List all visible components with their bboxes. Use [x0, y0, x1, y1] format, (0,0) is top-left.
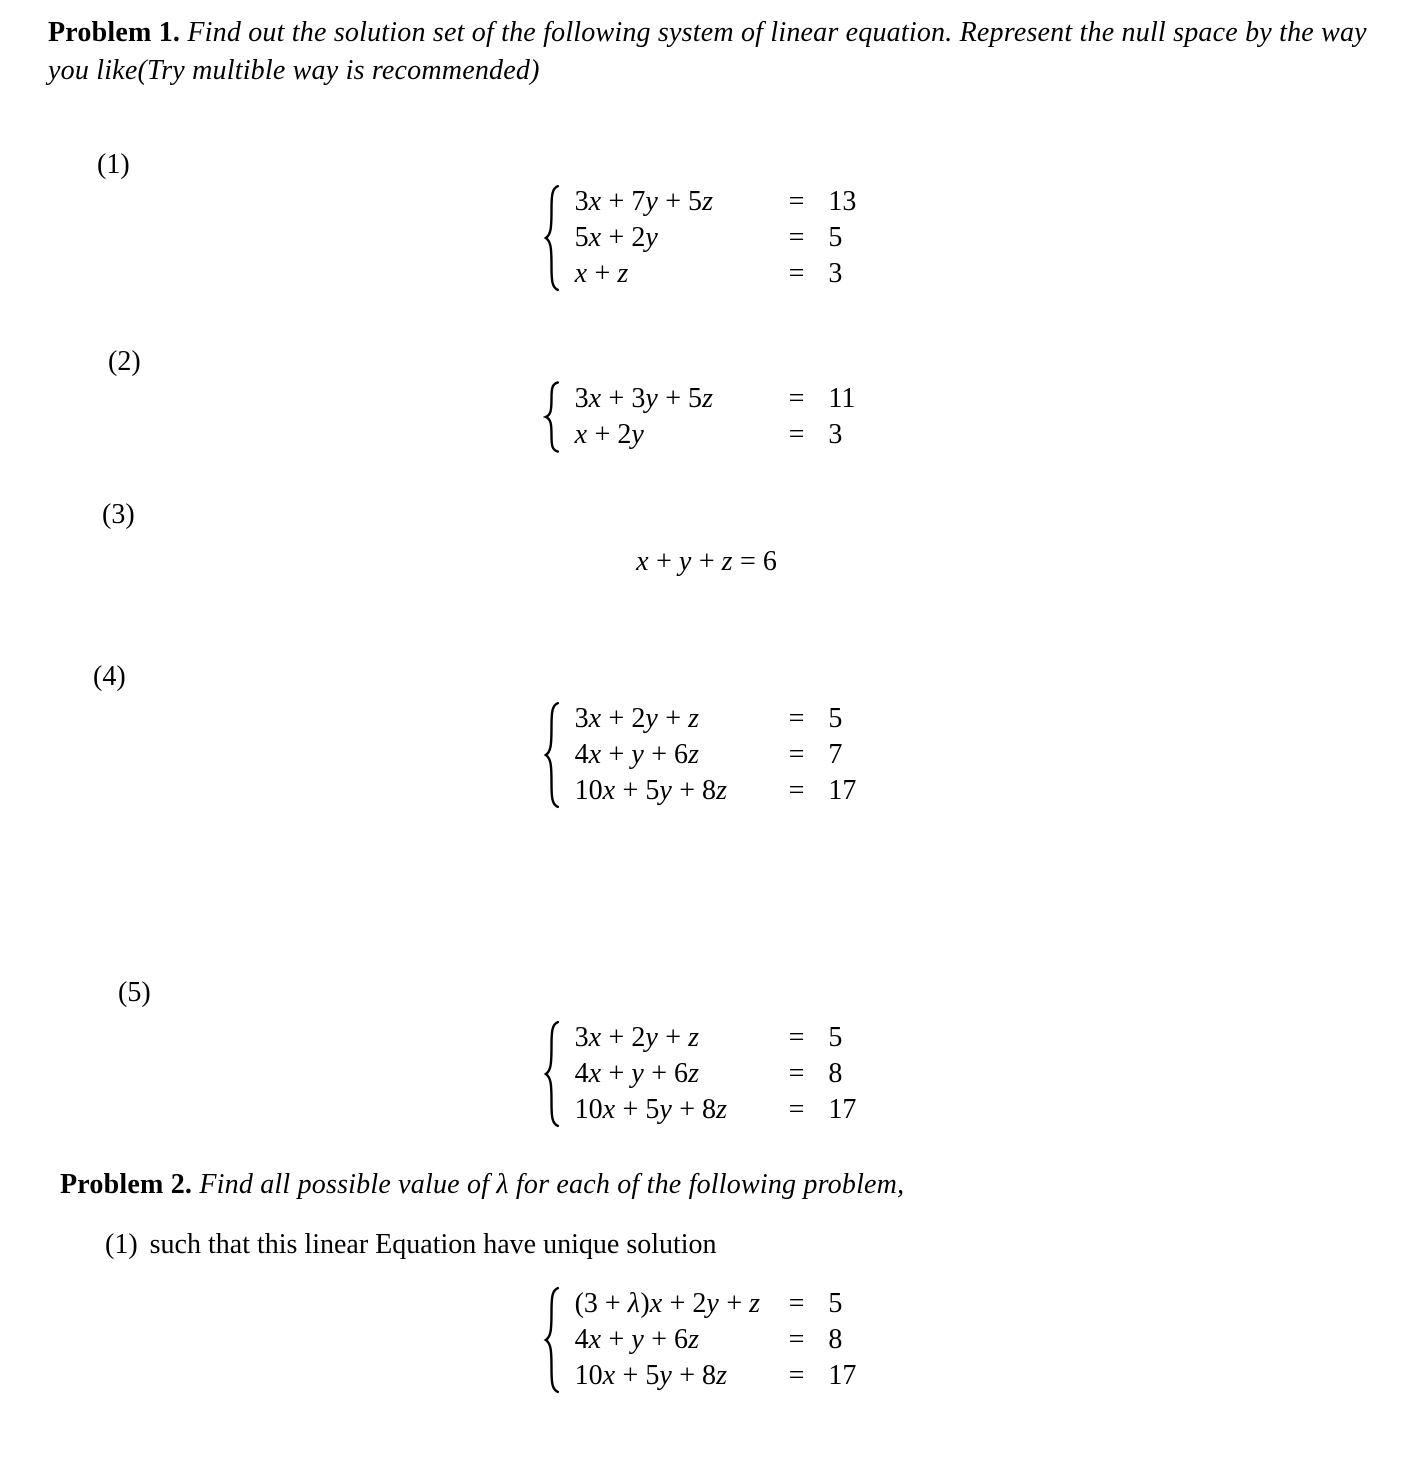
- equation-system-1: [543, 184, 871, 292]
- problem2-label: Problem 2.: [60, 1169, 193, 1200]
- problem2-item-1: [105, 1228, 717, 1262]
- equation-rhs: 3: [828, 419, 843, 450]
- equation-rows: [575, 184, 871, 292]
- equals-sign: =: [788, 703, 805, 734]
- equation-lhs: x + 2y: [574, 419, 645, 450]
- equation-rows: [575, 1286, 871, 1394]
- equation-block-3: [0, 545, 1413, 579]
- equation-rhs: 13: [828, 186, 857, 217]
- equation-rhs: 17: [828, 1360, 857, 1391]
- equation-block-4: [0, 701, 1413, 809]
- problem2-item-1-label: (1): [105, 1229, 138, 1260]
- equation-lhs: 4x + y + 6z: [574, 739, 700, 770]
- problem1-statement: Find out the solution set of the following system of linear equation. Represent the null space by the way you like(Try multible way is recommended): [48, 17, 1367, 86]
- equation-rhs: 5: [828, 1288, 843, 1319]
- problem2-item-1-text: such that this linear Equation have unique solution: [149, 1229, 717, 1260]
- left-brace-icon: [543, 701, 560, 809]
- equation-system-2: [543, 381, 871, 453]
- item-5-label: (5): [118, 977, 151, 1008]
- single-equation: x + y + z = 6: [636, 546, 777, 577]
- left-brace-icon: [543, 1020, 560, 1128]
- equals-sign: =: [788, 1022, 805, 1053]
- equation-lhs: 3x + 2y + z: [574, 1022, 700, 1053]
- equals-sign: =: [788, 775, 805, 806]
- equals-sign: =: [788, 419, 805, 450]
- equation-lhs: x + z: [574, 258, 629, 289]
- equation-rhs: 8: [828, 1058, 843, 1089]
- equation-rhs: 5: [828, 222, 843, 253]
- equation-block-p2: [0, 1286, 1413, 1394]
- equation-lhs: 3x + 3y + 5z: [574, 383, 714, 414]
- equation-lhs: 4x + y + 6z: [574, 1058, 700, 1089]
- equation-system-p2: [543, 1286, 871, 1394]
- equation-system-4: [543, 701, 871, 809]
- equals-sign: =: [788, 186, 805, 217]
- equation-rhs: 5: [828, 703, 843, 734]
- item-4-label: (4): [93, 661, 126, 692]
- problem1-heading: [48, 14, 1368, 90]
- equals-sign: =: [788, 222, 805, 253]
- equation-rhs: 5: [828, 1022, 843, 1053]
- equation-rhs: 7: [828, 739, 843, 770]
- equation-lhs: 5x + 2y: [574, 222, 659, 253]
- problem2-statement: Find all possible value of λ for each of the following problem,: [199, 1169, 905, 1200]
- equation-lhs: 3x + 7y + 5z: [574, 186, 714, 217]
- equals-sign: =: [788, 383, 805, 414]
- equation-rhs: 8: [828, 1324, 843, 1355]
- equals-sign: =: [788, 258, 805, 289]
- equation-system-5: [543, 1020, 871, 1128]
- left-brace-icon: [543, 1286, 560, 1394]
- item-3-label: (3): [102, 499, 135, 530]
- equation-lhs: 10x + 5y + 8z: [574, 775, 728, 806]
- equation-lhs: (3 + λ)x + 2y + z: [574, 1288, 761, 1319]
- equation-rhs: 11: [828, 383, 856, 414]
- problem1-label: Problem 1.: [48, 17, 181, 48]
- equation-rows: [575, 701, 871, 809]
- equation-block-1: [0, 184, 1413, 292]
- item-1-label: (1): [97, 149, 130, 180]
- equals-sign: =: [788, 1324, 805, 1355]
- equals-sign: =: [788, 739, 805, 770]
- left-brace-icon: [543, 381, 560, 453]
- equation-lhs: 10x + 5y + 8z: [574, 1360, 728, 1391]
- equation-block-5: [0, 1020, 1413, 1128]
- equation-lhs: 4x + y + 6z: [574, 1324, 700, 1355]
- equation-lhs: 10x + 5y + 8z: [574, 1094, 728, 1125]
- equals-sign: =: [788, 1094, 805, 1125]
- equals-sign: =: [788, 1058, 805, 1089]
- equation-rhs: 3: [828, 258, 843, 289]
- equation-block-2: [0, 381, 1413, 453]
- equals-sign: =: [788, 1360, 805, 1391]
- left-brace-icon: [543, 184, 560, 292]
- equation-rows: [575, 381, 871, 453]
- item-2-label: (2): [108, 346, 141, 377]
- problem2-heading: [60, 1166, 1360, 1204]
- equation-rhs: 17: [828, 775, 857, 806]
- equation-rhs: 17: [828, 1094, 857, 1125]
- equals-sign: =: [788, 1288, 805, 1319]
- equation-rows: [575, 1020, 871, 1128]
- equation-lhs: 3x + 2y + z: [574, 703, 700, 734]
